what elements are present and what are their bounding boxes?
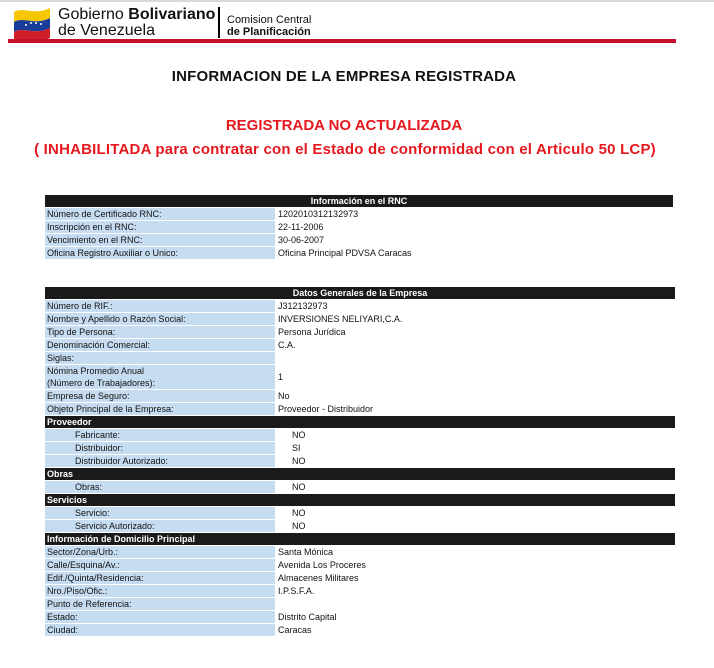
row-value: Almacenes Militares bbox=[276, 572, 675, 584]
brand-line-1: Gobierno Bolivariano bbox=[58, 6, 216, 23]
table-row bbox=[45, 572, 675, 584]
header-red-rule bbox=[8, 39, 676, 43]
row-label: Siglas: bbox=[45, 352, 275, 364]
table-heading: Información en el RNC bbox=[45, 195, 673, 207]
row-label: Nombre y Apellido o Razón Social: bbox=[45, 313, 275, 325]
table-row bbox=[45, 624, 675, 636]
table-row bbox=[45, 365, 675, 389]
brand-line-2: de Venezuela bbox=[58, 22, 155, 39]
nomina-label-line1: Nómina Promedio Anual bbox=[47, 366, 145, 376]
row-value: I.P.S.F.A. bbox=[276, 585, 675, 597]
rnc-info-table bbox=[44, 194, 674, 260]
table-row bbox=[45, 507, 675, 519]
row-value: Distrito Capital bbox=[276, 611, 675, 623]
row-label: Denominación Comercial: bbox=[45, 339, 275, 351]
row-value: Persona Jurídica bbox=[276, 326, 675, 338]
row-label: Número de RIF.: bbox=[45, 300, 275, 312]
table-row bbox=[45, 403, 675, 415]
row-value: 30-06-2007 bbox=[276, 234, 673, 246]
row-value: NO bbox=[276, 507, 675, 519]
table-row bbox=[45, 455, 675, 467]
table-row bbox=[45, 520, 675, 532]
row-label: Ciudad: bbox=[45, 624, 275, 636]
row-value: Avenida Los Proceres bbox=[276, 559, 675, 571]
row-value: Proveedor - Distribuidor bbox=[276, 403, 675, 415]
page-title: INFORMACION DE LA EMPRESA REGISTRADA bbox=[171, 68, 517, 85]
row-label bbox=[45, 365, 275, 389]
table-row bbox=[45, 585, 675, 597]
row-label: Distribuidor: bbox=[45, 442, 275, 454]
row-label: Empresa de Seguro: bbox=[45, 390, 275, 402]
table-row bbox=[45, 546, 675, 558]
table-row bbox=[45, 221, 673, 233]
row-label: Edif./Quinta/Residencia: bbox=[45, 572, 275, 584]
table-row bbox=[45, 481, 675, 493]
row-value: C.A. bbox=[276, 339, 675, 351]
row-value bbox=[276, 598, 675, 610]
venezuela-flag-logo bbox=[12, 6, 52, 42]
datos-generales-table bbox=[44, 286, 676, 637]
section-heading-servicios: Servicios bbox=[45, 494, 675, 506]
table-row bbox=[45, 247, 673, 259]
table-row bbox=[45, 611, 675, 623]
row-value: NO bbox=[276, 429, 675, 441]
table-row bbox=[45, 313, 675, 325]
row-value: 22-11-2006 bbox=[276, 221, 673, 233]
row-value: NO bbox=[276, 455, 675, 467]
row-label: Fabricante: bbox=[45, 429, 275, 441]
row-label: Vencimiento en el RNC: bbox=[45, 234, 275, 246]
section-heading-proveedor: Proveedor bbox=[45, 416, 675, 428]
row-value: No bbox=[276, 390, 675, 402]
row-label: Estado: bbox=[45, 611, 275, 623]
table-row bbox=[45, 234, 673, 246]
table-row bbox=[45, 390, 675, 402]
comision-label: Comision Central bbox=[227, 14, 312, 26]
table-row bbox=[45, 208, 673, 220]
row-label: Servicio: bbox=[45, 507, 275, 519]
section-heading-obras: Obras bbox=[45, 468, 675, 480]
row-label: Servicio Autorizado: bbox=[45, 520, 275, 532]
header-divider bbox=[218, 7, 220, 38]
row-label: Distribuidor Autorizado: bbox=[45, 455, 275, 467]
row-value: Caracas bbox=[276, 624, 675, 636]
registration-status: REGISTRADA NO ACTUALIZADA bbox=[225, 117, 463, 134]
table-row bbox=[45, 559, 675, 571]
row-label: Nro./Piso/Ofic.: bbox=[45, 585, 275, 597]
table-row bbox=[45, 442, 675, 454]
planificacion-label: de Planificación bbox=[227, 26, 311, 38]
table-row bbox=[45, 326, 675, 338]
row-label: Obras: bbox=[45, 481, 275, 493]
row-label: Inscripción en el RNC: bbox=[45, 221, 275, 233]
row-value: 1 bbox=[276, 365, 675, 389]
row-value: Oficina Principal PDVSA Caracas bbox=[276, 247, 673, 259]
row-value: J312132973 bbox=[276, 300, 675, 312]
row-value: INVERSIONES NELIYARI,C.A. bbox=[276, 313, 675, 325]
table-row bbox=[45, 339, 675, 351]
row-label: Oficina Registro Auxiliar o Unico: bbox=[45, 247, 275, 259]
row-value: NO bbox=[276, 481, 675, 493]
row-label: Sector/Zona/Urb.: bbox=[45, 546, 275, 558]
row-value: 1202010312132973 bbox=[276, 208, 673, 220]
row-value: SI bbox=[276, 442, 675, 454]
nomina-label-line2: (Número de Trabajadores): bbox=[47, 378, 156, 388]
row-value: NO bbox=[276, 520, 675, 532]
table-heading: Datos Generales de la Empresa bbox=[45, 287, 675, 299]
row-value bbox=[276, 352, 675, 364]
row-label: Número de Certificado RNC: bbox=[45, 208, 275, 220]
row-label: Punto de Referencia: bbox=[45, 598, 275, 610]
table-row bbox=[45, 300, 675, 312]
table-row bbox=[45, 598, 675, 610]
table-row bbox=[45, 429, 675, 441]
row-label: Calle/Esquina/Av.: bbox=[45, 559, 275, 571]
row-value: Santa Mónica bbox=[276, 546, 675, 558]
inhabilitada-warning: ( INHABILITADA para contratar con el Estado de conformidad con el Articulo 50 LCP) bbox=[34, 141, 656, 158]
row-label: Tipo de Persona: bbox=[45, 326, 275, 338]
top-border bbox=[0, 0, 714, 2]
site-header bbox=[8, 4, 676, 44]
section-heading-domicilio: Información de Domicilio Principal bbox=[45, 533, 675, 545]
row-label: Objeto Principal de la Empresa: bbox=[45, 403, 275, 415]
table-row bbox=[45, 352, 675, 364]
